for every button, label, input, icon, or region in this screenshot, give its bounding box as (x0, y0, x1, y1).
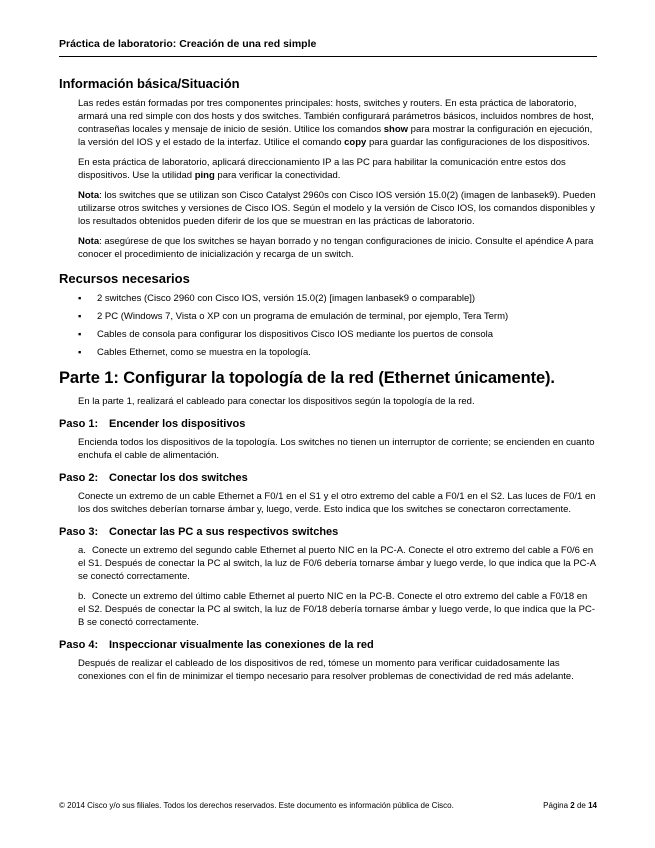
step-2-heading (59, 472, 597, 484)
resources-list (59, 292, 597, 359)
substep-letter: b. (78, 591, 86, 602)
step-3-substep-b: b. Conecte un extremo del último cable Ethernet al puerto NIC en la PC-B. Conecte el otro extremo del cable a F0/18 en el S2. Después de conectar la PC al switch, la luz de F0/18 debería tornarse ámbar y luego verde, lo que indica que la PC-B se conectó correctamente. (78, 591, 595, 628)
bullet-icon: ▪ (78, 347, 82, 358)
step-4-text: Después de realizar el cableado de los dispositivos de red, tómese un momento para verificar cuidadosamente las conexiones con el fin de minimizar el tiempo necesario para resolver problemas de conectividad de red más adelante. (78, 658, 574, 682)
list-item: ▪ 2 PC (Windows 7, Vista o XP con un programa de emulación de terminal, por ejemplo, Tera Term) (78, 311, 509, 322)
bullet-icon: ▪ (78, 293, 82, 304)
step-4-heading (59, 639, 597, 651)
command-show: show (383, 124, 409, 135)
part-1-heading: Parte 1: Configurar la topología de la red (Ethernet únicamente). (59, 369, 555, 387)
bullet-icon: ▪ (78, 311, 82, 322)
background-paragraph-1: Las redes están formadas por tres componentes principales: hosts, switches y routers. En esta práctica de laboratorio, armará una red simple con dos hosts y dos switches. También configurará parámetros básicos, incluidos nombres de host, contraseñas locales y mensaje de inicio de sesión. Utilice los comandos show para mostrar la configuración en ejecución, la versión del IOS y el estado de la interfaz. Utilice el comando copy para guardar las configuraciones de los dispositivos. (78, 98, 594, 148)
step-title: Encender los dispositivos (109, 418, 246, 430)
command-ping: ping (194, 170, 215, 181)
background-heading: Información básica/Situación (59, 76, 240, 91)
step-3-heading (59, 526, 597, 538)
step-3-substep-a: a. Conecte un extremo del segundo cable Ethernet al puerto NIC en la PC-A. Conecte el otro extremo del cable a F0/6 en el S1. Después de conectar la PC al switch, la luz de F0/6 debería tornarse ámbar y luego verde, lo que indica que la PC-A se conectó correctamente. (78, 545, 596, 582)
list-item: ▪ Cables de consola para configurar los dispositivos Cisco IOS mediante los puertos de consola (78, 329, 494, 340)
step-2-text: Conecte un extremo de un cable Ethernet a F0/1 en el S1 y el otro extremo del cable a F0/1 en el S2. Las luces de F0/1 en los dos switches deberían tornarse ámbar y, luego, verde. Esto indica que los switches se conectaron correctamente. (78, 491, 596, 515)
background-paragraph-2: En esta práctica de laboratorio, aplicará direccionamiento IP a las PC para habilitar la comunicación entre estos dos dispositivos. Use la utilidad ping para verificar la conectividad. (78, 157, 566, 181)
part-1-intro: En la parte 1, realizará el cableado para conectar los dispositivos según la topología de la red. (78, 396, 475, 407)
step-title: Inspeccionar visualmente las conexiones de la red (109, 639, 374, 651)
step-number: Paso 4: (59, 639, 99, 651)
note-2: Nota: asegúrese de que los switches se hayan borrado y no tengan configuraciones de inicio. Consulte el apéndice A para conocer el procedimiento de inicialización y recarga de un switch. (78, 236, 594, 260)
note-label: Nota (78, 190, 100, 201)
step-number: Paso 3: (59, 526, 99, 538)
note-label: Nota (78, 236, 100, 247)
step-number: Paso 2: (59, 472, 99, 484)
running-header: Práctica de laboratorio: Creación de una red simple (59, 38, 317, 50)
step-title: Conectar los dos switches (109, 472, 248, 484)
copyright-notice: © 2014 Cisco y/o sus filiales. Todos los derechos reservados. Este documento es información pública de Cisco. (59, 801, 454, 810)
step-number: Paso 1: (59, 418, 99, 430)
page-content (59, 76, 597, 690)
step-1-heading (59, 418, 597, 430)
list-item: ▪ 2 switches (Cisco 2960 con Cisco IOS, versión 15.0(2) [imagen lanbasek9 o comparable]) (78, 293, 476, 304)
bullet-icon: ▪ (78, 329, 82, 340)
total-pages: 14 (588, 801, 597, 810)
current-page: 2 (570, 801, 575, 810)
resources-heading: Recursos necesarios (59, 271, 190, 286)
step-title: Conectar las PC a sus respectivos switches (109, 526, 339, 538)
list-item: ▪ Cables Ethernet, como se muestra en la topología. (78, 347, 311, 358)
command-copy: copy (344, 137, 367, 148)
note-1: Nota: los switches que se utilizan son Cisco Catalyst 2960s con Cisco IOS versión 15.0(2) (imagen de lanbasek9). Pueden utilizarse otros switches y versiones de Cisco IOS. Según el modelo y la versión de Cisco IOS, los comandos disponibles y los resultados obtenidos pueden diferir de los que se muestran en las prácticas de laboratorio. (78, 190, 596, 227)
page-number: Página 2 de 14 (543, 801, 597, 810)
substep-letter: a. (78, 545, 86, 556)
header-rule (59, 56, 597, 57)
step-1-text: Encienda todos los dispositivos de la topología. Los switches no tienen un interruptor de corriente; se encienden en cuanto enchufa el cable de alimentación. (78, 437, 595, 461)
